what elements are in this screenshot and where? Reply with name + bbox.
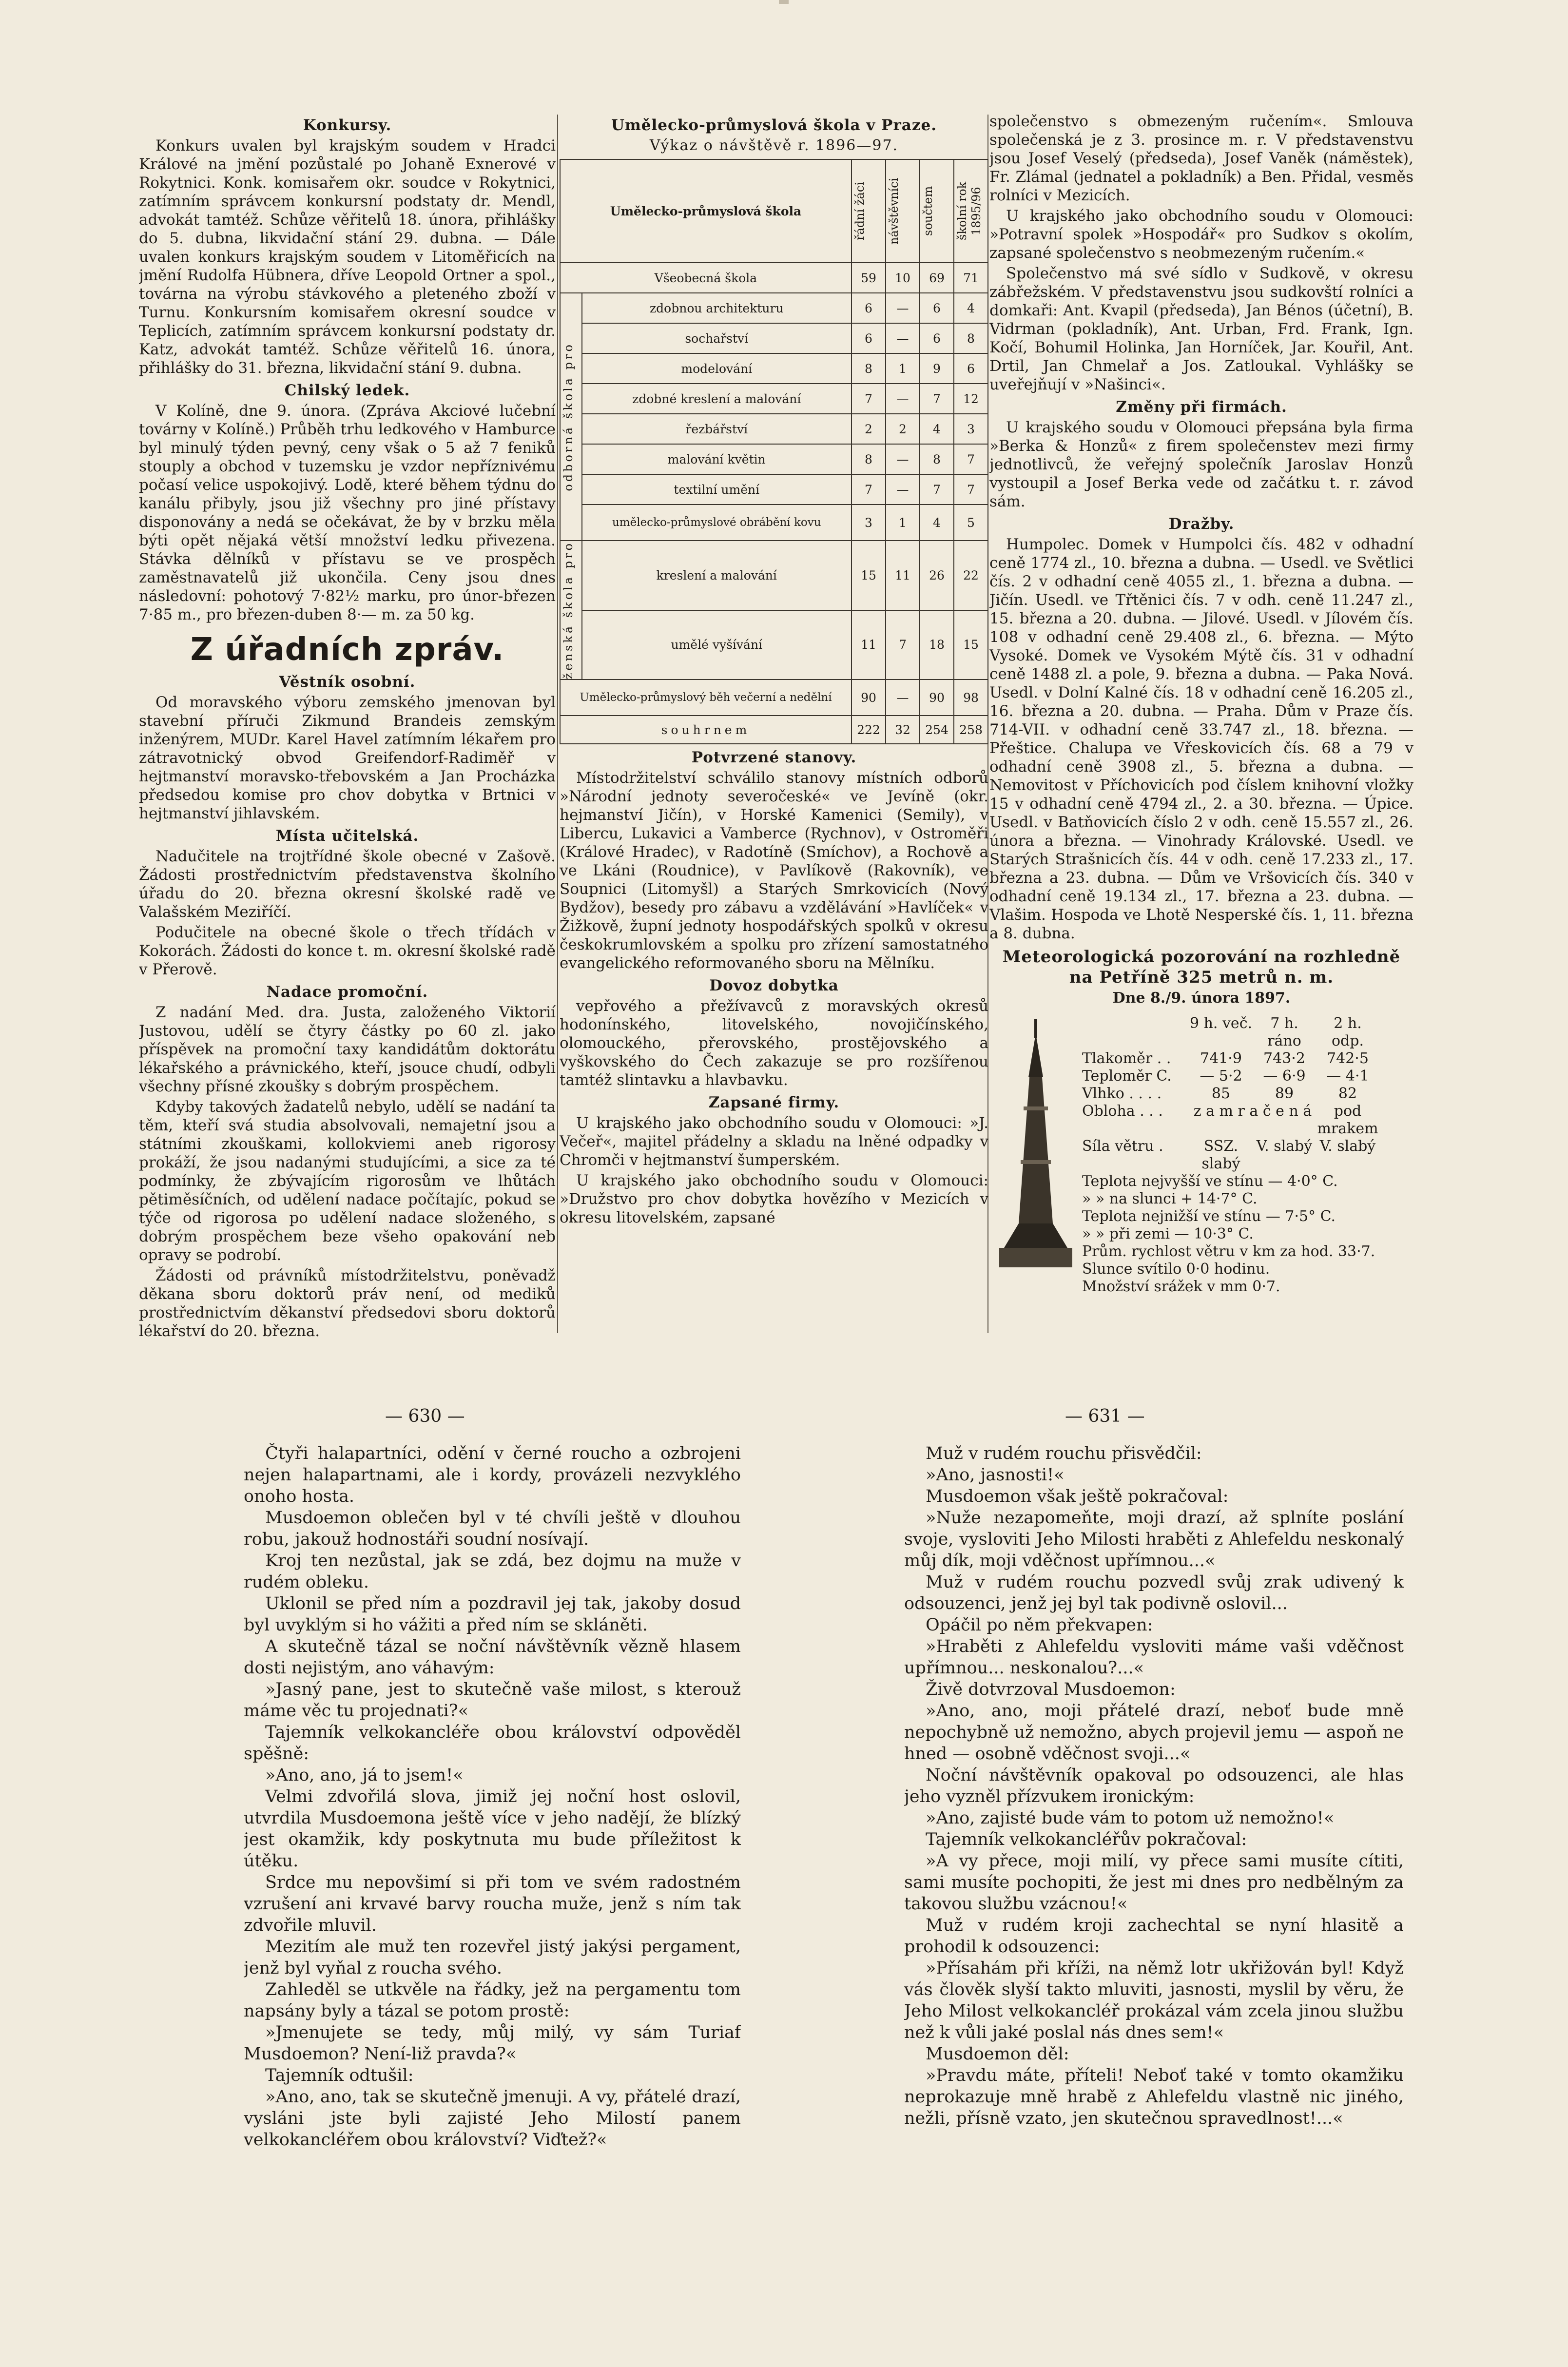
novel-paragraph: »Ano, ano, moji přátelé drazí, neboť bude mně nepochybně už nemožno, abych projevil jemu — aspoň ne hned — osobně vděčnost svoji...« <box>904 1701 1404 1764</box>
novel-paragraph: »Pravdu máte, příteli! Neboť také v tomto okamžiku neprokazuje mně hrabě z Ahlefeldu vlastně nic jiného, nežli, přísně vzato, jen skutečnou spravedlnost!...« <box>904 2066 1404 2128</box>
meteo-row-label: Síla větru . <box>1082 1138 1163 1155</box>
row-label: textilní umění <box>582 474 852 504</box>
stanovy-text: Místodržitelství schválilo stanovy místních odborů »Národní jednoty severočeské« ve Jevíně (okr. hejmanství Jičín), v Horské Kamenici (Semily), v Libercu, Lukavici a Vamberce (Rychnov), v Ostroměři (Králové Hradec), v Radotíně (Smíchov), a Rochově a ve Lkáni (Roudnice), v Pavlíkově (Rakovník), ve Soupnici (Litomyšl) a Starých Smrkovicích (Nový Bydžov), besedy pro zábavu a vzdělávání »Havlíček« v Žižkově, župní jednoty hospodářských spolků v okresu českokrumlovském a spolku pro zřízení samostatného evangelického reformovaného sboru na Mělníku. <box>560 769 988 972</box>
table-cell: 4 <box>920 504 954 541</box>
meteo-cell: pod mrakem <box>1317 1103 1378 1137</box>
table-cell: 69 <box>920 263 954 293</box>
meteo-cell: z a m r a č e n á <box>1193 1103 1312 1120</box>
page-number-right: — 631 — <box>1065 1406 1145 1426</box>
table-row <box>560 323 988 353</box>
group-label-odborna: odborná škola pro <box>560 293 582 541</box>
table-cell: 1 <box>886 504 920 541</box>
meteo-cell: 743·2 <box>1263 1050 1305 1067</box>
table-header-col: návštěvníci <box>886 159 920 263</box>
table-cell: 32 <box>886 716 920 744</box>
mista-text-1: Nadučitele na trojtřídné škole obecné v Zašově. Žádosti prostřednictvím představenstva školního úřadu do 20. března okresní školské radě ve Valašském Meziříčí. <box>139 848 556 921</box>
drazby-text: Humpolec. Domek v Humpolci čís. 482 v odhadní ceně 1774 zl., 10. března a dubna. — Usedl. ve Světlici čís. 2 v odhadní ceně 4055 zl., 1. března a dubna. — Jičín. Usedl. ve Třtěnici čís. 7 v odh. ceně 11.247 zl., 15. března a 20. dubna. — Jilové. Usedl. v Jílovém čís. 108 v odhadní ceně 29.408 zl., 6. března. — Mýto Vysoké. Domek ve Vysokém Mýtě čís. 31 v odhadní ceně 1488 zl. a pole, 9. března a dubna. — Paka Nová. Usedl. v Dolní Kalné čís. 18 v odhadní ceně 16.205 zl., 16. března a 20. dubna. — Praha. Dům v Praze čís. 714-VII. v odhadní ceně 33.747 zl., 18. března. — Přeštice. Chalupa ve Vřeskovicích čís. 68 a 79 v odhadní ceně 3908 zl., 5. března a dubna. — Nemovitost v Příchovicích pod číslem knihovní vložky 15 v odhadní ceně 4794 zl., 2. a 30. března. — Úpice. Usedl. v Batňovicích číslo 2 v odh. ceně 15.557 zl., 26. února a března. — Vinohrady Královské. Usedl. ve Starých Strašnicích čís. 44 v odh. ceně 17.233 zl., 17. března a 23. dubna. — Dům ve Vršovicích čís. 340 v odhadní ceně 19.134 zl., 17. března a 23. dubna. — Vlašim. Hospoda ve Lhotě Nesperské čís. 1, 11. března a 8. dubna. <box>989 536 1413 942</box>
novel-paragraph: »Ano, ano, já to jsem!« <box>265 1766 464 1785</box>
row-label: umělecko-průmyslové obrábění kovu <box>582 504 852 541</box>
meteo-row <box>1082 1050 1404 1067</box>
table-cell: 26 <box>920 541 954 610</box>
meteo-row-label: Tlakoměr . . <box>1082 1050 1171 1067</box>
table-cell: 7 <box>954 444 988 474</box>
row-label: Umělecko-průmyslový běh večerní a nedělní <box>560 679 852 716</box>
nadace-text-3: Žádosti od právníků místodržitelstvu, poněvadž děkana sboru doktorů práv není, od mediků prostřednictvím děkanství předsedovi sboru doktorů lékařství do 20. března. <box>139 1267 556 1340</box>
novel-paragraph: Musdoemon však ještě pokračoval: <box>926 1487 1229 1506</box>
meteo-row <box>1082 1067 1404 1085</box>
table-row <box>560 384 988 414</box>
table-cell: 8 <box>852 353 886 384</box>
table-cell: 22 <box>954 541 988 610</box>
novel-paragraph: Muž v rudém rouchu pozvedl svůj zrak udivený k odsouzenci, jenž jej byl tak podivně oslovil... <box>904 1572 1404 1613</box>
firmy-continued: společenstvo s obmezeným ručením«. Smlouva společenská je z 3. prosince m. r. V představenstvu jsou Josef Veselý (předseda), Josef Vaněk (náměstek), Fr. Zlámal (jednatel a pokladník) a Ben. Přidal, vesměs rolníci v Mezicích. <box>989 113 1413 204</box>
table-cell: 7 <box>920 384 954 414</box>
row-label: zdobnou architekturu <box>582 293 852 323</box>
dovoz-heading: Dovoz dobytka <box>709 977 839 995</box>
meteo-cell: 741·9 <box>1200 1050 1242 1067</box>
table-row <box>560 716 988 744</box>
novel-paragraph: A skutečně tázal se noční návštěvník vězně hlasem dosti nejistým, ano váhavým: <box>244 1637 741 1678</box>
novel-paragraph: Muž v rudém kroji zachechtal se nyní hlasitě a prohodil k odsouzenci: <box>904 1916 1404 1957</box>
meteo-line: Slunce svítilo 0·0 hodinu. <box>1082 1261 1270 1278</box>
right-column <box>989 112 1413 1360</box>
meteo-heading: Meteorologická pozorování na rozhledně na Petříně 325 metrů n. m. <box>1002 947 1401 987</box>
table-cell: — <box>886 293 920 323</box>
table-cell: 71 <box>954 263 988 293</box>
firmy-text-1: U krajského jako obchodního soudu v Olomouci: »J. Večeř«, majitel přádelny a skladu na lněné odpadky v Chromči v hejtmanství šumperském. <box>560 1114 988 1169</box>
table-cell: 4 <box>954 293 988 323</box>
table-cell: — <box>886 474 920 504</box>
meteo-row-vitr <box>1082 1138 1404 1173</box>
table-cell: — <box>886 323 920 353</box>
mista-text-2: Podučitele na obecné škole o třech třídách v Kokorách. Žádosti do konce t. m. okresní školské radě v Přerově. <box>139 924 556 978</box>
vestnik-text: Od moravského výboru zemského jmenovan byl stavební příruči Zikmund Brandeis zemským inženýrem, MUDr. Karel Havel zatímním lékařem pro zátravotnický obvod Greifendorf-Radiměř v hejtmanství moravsko-třebovském a Jan Procházka předsedou komise pro chov dobytka v Brtnici v hejtmanství jihlavském. <box>139 694 556 822</box>
firmy-text-4: Společenstvo má své sídlo v Sudkově, v okresu zábřežském. V představenstvu jsou sudkovští rolníci a domkaři: Ant. Kvapil (předseda), Jan Bénos (účetní), B. Vidrman (pokladník), Ant. Urban, Frd. Frank, Ign. Kočí, Bohumil Holinka, Jan Horníček, Jar. Kouřil, Ant. Drtil, Jan Chmelař a Jos. Zatloukal. Vyhlášky se uveřejňují v »Našinci«. <box>989 265 1413 393</box>
novel-paragraph: »A vy přece, moji milí, vy přece sami musíte cítiti, sami musíte pochopiti, že jest mi dnes pro nedbělným za takovou službu vzácnou!« <box>904 1851 1404 1914</box>
novel-paragraph: Tajemník odtušil: <box>265 2066 414 2085</box>
table-cell: 18 <box>920 610 954 680</box>
meteo-head-col: 2 h. odp. <box>1331 1015 1364 1049</box>
novel-paragraph: Opáčil po něm překvapen: <box>926 1615 1153 1635</box>
meteo-row-label: Obloha . . . <box>1082 1103 1163 1120</box>
meteo-line: Teplota nejnižší ve stínu — 7·5° C. <box>1082 1208 1336 1225</box>
row-label: zdobné kreslení a malování <box>582 384 852 414</box>
table-row <box>560 679 988 716</box>
skola-heading: Umělecko-průmyslová škola v Praze. <box>611 116 937 134</box>
table-cell: 15 <box>954 610 988 680</box>
novel-paragraph: Musdoemon oblečen byl v té chvíli ještě v dlouhou robu, jakouž hodnostáři soudní nosívají. <box>244 1508 741 1549</box>
firmy-text-2: U krajského jako obchodního soudu v Olomouci: »Družstvo pro chov dobytka hovězího v Mezicích v okresu litovelském, zapsané <box>560 1172 988 1227</box>
official-news-heading: Z úřadních zpráv. <box>190 632 504 668</box>
novel-paragraph: Noční návštěvník opakoval po odsouzenci, ale hlas jeho vyzněl přízvukem ironickým: <box>904 1766 1404 1806</box>
table-cell: 6 <box>852 293 886 323</box>
table-cell: 10 <box>886 263 920 293</box>
table-header-row <box>560 159 988 263</box>
meteo-line: Množství srážek v mm 0·7. <box>1082 1278 1280 1295</box>
firmy-heading: Zapsané firmy. <box>708 1094 840 1112</box>
table-cell: 6 <box>852 323 886 353</box>
table-cell: 2 <box>852 414 886 444</box>
novel-paragraph: »Hraběti z Ahlefeldu vysloviti máme vaši vděčnost upřímnou... neskonalou?...« <box>904 1637 1404 1678</box>
table-header-school: Umělecko-průmyslová škola <box>560 159 852 263</box>
row-label: řezbářství <box>582 414 852 444</box>
drazby-heading: Dražby. <box>1168 515 1235 533</box>
nadace-heading: Nadace promoční. <box>266 983 428 1001</box>
table-cell: — <box>886 444 920 474</box>
meteo-cell: 85 <box>1211 1085 1231 1102</box>
novel-paragraph: Čtyři halapartníci, odění v černé roucho a ozbrojeni nejen halapartnami, ale i kordy, provázeli nezvyklého onoho hosta. <box>244 1444 741 1506</box>
novel-paragraph: Kroj ten nezůstal, jak se zdá, bez dojmu na muže v rudém obleku. <box>244 1551 741 1592</box>
table-cell: 7 <box>852 474 886 504</box>
middle-column <box>560 112 988 1365</box>
table-cell: 254 <box>920 716 954 744</box>
table-cell: 5 <box>954 504 988 541</box>
table-cell: 1 <box>886 353 920 384</box>
nadace-text-2: Kdyby takových žadatelů nebylo, udělí se nadání ta těm, kteří svá studia absolvovali, nemajetní jsou a státními zkouškami, kollokviemi aneb rigorosy prokáží, že jsou nadanými studujícími, a sice za té podmínky, že zbývajícím rigorosům ve lhůtách pětiměsíčních, od udělení nadace počítajíc, pokud se týče od rigorosa po udělení nadace složeného, s dobrým prospěchem beze všeho opakování neb opravy se podrobí. <box>139 1098 556 1264</box>
novel-paragraph: Zahleděl se utkvěle na řádky, jež na pergamentu tom napsány byly a tázal se potom prostě: <box>244 1980 741 2021</box>
meteo-line: Teplota nejvyšší ve stínu — 4·0° C. <box>1082 1173 1338 1190</box>
meteo-data <box>1082 1015 1404 1296</box>
novel-paragraph: Tajemník velkokancléře obou království odpověděl spěšně: <box>244 1723 741 1764</box>
meteo-row-obloha <box>1082 1103 1404 1138</box>
table-cell: 7 <box>886 610 920 680</box>
ledek-heading: Chilský ledek. <box>284 382 410 399</box>
meteo-row <box>1082 1085 1404 1103</box>
meteo-cell: 742·5 <box>1327 1050 1369 1067</box>
row-label: malování květin <box>582 444 852 474</box>
meteo-cell: V. slabý <box>1319 1138 1376 1155</box>
meteo-cell: SSZ. slabý <box>1201 1138 1240 1172</box>
meteo-row-label: Teploměr C. <box>1082 1067 1172 1085</box>
table-cell: 258 <box>954 716 988 744</box>
meteo-cell: 82 <box>1338 1085 1357 1102</box>
novel-paragraph: Mezitím ale muž ten rozevřel jistý jakýsi pergament, jenž byl vyňal z roucha svého. <box>244 1937 741 1978</box>
meteo-cell: — 4·1 <box>1326 1067 1369 1085</box>
novel-left-column <box>244 1443 741 2345</box>
table-cell: 7 <box>852 384 886 414</box>
table-cell: 90 <box>852 679 886 716</box>
novel-paragraph: Muž v rudém rouchu přisvědčil: <box>926 1444 1202 1463</box>
meteo-head-row <box>1082 1015 1404 1050</box>
mista-heading: Místa učitelská. <box>275 827 419 845</box>
petrin-tower-icon <box>999 1019 1072 1272</box>
table-header-col: školní rok 1895/96 <box>954 159 988 263</box>
table-row <box>560 353 988 384</box>
table-cell: 12 <box>954 384 988 414</box>
table-row <box>560 414 988 444</box>
meteo-cell: — 6·9 <box>1263 1067 1306 1085</box>
novel-paragraph: »Ano, ano, tak se skutečně jmenuji. A vy, přátelé drazí, vysláni jste byli zajisté Jeho Milostí panem velkokancléřem obou království? Viďtež?« <box>244 2087 741 2150</box>
row-label: modelování <box>582 353 852 384</box>
row-label: sochařství <box>582 323 852 353</box>
table-cell: 6 <box>920 323 954 353</box>
table-header-col: součtem <box>920 159 954 263</box>
table-header-col: řádní žáci <box>852 159 886 263</box>
table-cell: 222 <box>852 716 886 744</box>
stanovy-heading: Potvrzené stanovy. <box>691 749 857 767</box>
table-cell: 9 <box>920 353 954 384</box>
meteo-cell: — 5·2 <box>1200 1067 1242 1085</box>
table-cell: 11 <box>886 541 920 610</box>
table-cell: 8 <box>954 323 988 353</box>
novel-paragraph: »Přísahám při kříži, na němž lotr ukřižován byl! Když vás člověk slyší takto mluviti, jasnosti, myslil by věru, že Jeho Milost velkokancléř prokázal vám zcela jinou službu než k vůli jaké poslal nás dnes sem!« <box>904 1959 1404 2042</box>
meteo-line: » » při zemi — 10·3° C. <box>1082 1225 1254 1242</box>
table-cell: 59 <box>852 263 886 293</box>
meteo-cell: V. slabý <box>1256 1138 1313 1155</box>
novel-paragraph: Živě dotvrzoval Musdoemon: <box>926 1680 1176 1699</box>
column-rule <box>557 115 558 1333</box>
table-cell: 7 <box>920 474 954 504</box>
meteo-block <box>989 989 1413 1331</box>
table-cell: 98 <box>954 679 988 716</box>
novel-paragraph: »Jmenujete se tedy, můj milý, vy sám Turiaf Musdoemon? Není-liž pravda?« <box>244 2023 741 2064</box>
meteo-line: » » na slunci + 14·7° C. <box>1082 1190 1258 1207</box>
table-cell: 2 <box>886 414 920 444</box>
row-label: souhrnem <box>560 716 852 744</box>
novel-right-column <box>904 1443 1404 2345</box>
konkursy-text: Konkurs uvalen byl krajským soudem v Hradci Králové na jmění pozůstalé po Johaně Exnerové v Rokytnici. Konk. komisařem okr. soudce v Rokytnici, zatímním správcem konkursní podstaty dr. Mendl, advokát tamtéž. Schůze věřitelů 18. února, přihlášky do 5. dubna, likvidační stání 29. dubna. — Dále uvalen konkurs krajským soudem v Litoměřicích na jmění Rudolfa Hübnera, dříve Leopold Ortner a spol., továrna na výrobu stávkového a pleteného zboží v Turnu. Konkursním komisařem okresní soudce v Teplicích, zatímním správcem konkursní podstaty dr. Katz, advokát tamtéž. Schůze věřitelů 16. února, přihlášky do 31. března, likvidační stání 9. dubna. <box>139 137 556 377</box>
meteo-head-col: 9 h. več. <box>1189 1015 1253 1032</box>
novel-paragraph: Tajemník velkokancléřův pokračoval: <box>926 1830 1247 1849</box>
novel-paragraph: »Nuže nezapomeňte, moji drazí, až splníte poslání svoje, vysloviti Jeho Milosti hraběti z Ahlefeldu neskonalý můj dík, moji vděčnost upřímnou...« <box>904 1508 1404 1571</box>
left-column <box>139 112 556 1360</box>
table-cell: 15 <box>852 541 886 610</box>
dovoz-text: vepřového a přežívavců z moravských okresů hodonínského, litovelského, novojičínského, olomouckého, přerovského, prostějovského a vyškovského do Čech zakazuje se pro rozšířenou tamtéž slintavku a hlavbavku. <box>560 997 988 1089</box>
novel-paragraph: »Ano, jasnosti!« <box>926 1465 1065 1485</box>
row-label: Všeobecná škola <box>560 263 852 293</box>
table-cell: 7 <box>954 474 988 504</box>
zmeny-text: U krajského soudu v Olomouci přepsána byla firma »Berka & Honzů« z firem společenstev mezi firmy jednotlivců, že veřejný společník Jaroslav Honzů vystoupil a Josef Berka vede od začátku t. r. závod sám. <box>989 419 1413 510</box>
novel-paragraph: Uklonil se před ním a pozdravil jej tak, jakoby dosud byl uvyklým si ho vážiti a před ním se skláněti. <box>244 1594 741 1635</box>
table-row <box>560 293 988 323</box>
table-row <box>560 541 988 610</box>
page-number-left: — 630 — <box>385 1406 465 1426</box>
novel-paragraph: Srdce mu nepovšimí si při tom ve svém radostném vzrušení ani krvavé barvy roucha muže, jenž s ním tak zdvořile mluvil. <box>244 1873 741 1935</box>
table-row <box>560 504 988 541</box>
novel-paragraph: Musdoemon děl: <box>926 2044 1069 2064</box>
table-cell: 3 <box>954 414 988 444</box>
skola-subtitle: Výkaz o návštěvě r. 1896—97. <box>649 137 899 154</box>
novel-paragraph: »Jasný pane, jest to skutečně vaše milost, s kterouž máme věc tu projednati?« <box>244 1680 741 1721</box>
table-cell: — <box>886 384 920 414</box>
row-label: umělé vyšívání <box>582 610 852 680</box>
table-cell: 8 <box>920 444 954 474</box>
table-cell: 6 <box>920 293 954 323</box>
meteo-cell: 89 <box>1275 1085 1294 1102</box>
nadace-text-1: Z nadání Med. dra. Justa, založeného Viktorií Justovou, udělí se čtyry částky po 60 zl. jako příspěvek na promoční taxy kandidátům doktorátu lékařského a právnického, kteří, jsouce chudí, odbyli všechny přísné zkoušky s dobrým prospěchem. <box>139 1004 556 1095</box>
table-cell: — <box>886 679 920 716</box>
table-cell: 11 <box>852 610 886 680</box>
row-label: kreslení a malování <box>582 541 852 610</box>
top-mark <box>779 0 789 4</box>
table-cell: 90 <box>920 679 954 716</box>
table-row <box>560 474 988 504</box>
zmeny-heading: Změny při firmách. <box>1116 398 1287 416</box>
ledek-text: V Kolíně, dne 9. února. (Zpráva Akciové lučební továrny v Kolíně.) Průběh trhu ledkového v Hamburce byl minulý týden pevný, ceny však o 5 až 7 feniků stouply a obchod v tuzemsku je vzdor nepříznivému počasí velice uspokojivý. Lodě, které během týdnu do kanálu přibyly, jsou již všechny pro jiné přístavy disponovány a nedá se očekávat, že by v brzku měla býti opět nějaká větší množství ledku přivezena. Stávka dělníků v přístavu se ve prospěch zaměstnavatelů již ukončila. Ceny jsou dnes následovní: pohotový 7·82½ marku, pro únor-březen 7·85 m., pro březen-duben 8·— m. za 50 kg. <box>139 402 556 623</box>
table-row <box>560 444 988 474</box>
attendance-table <box>560 159 988 744</box>
novel-paragraph: »Ano, zajisté bude vám to potom už nemožno!« <box>926 1808 1335 1828</box>
group-label-zenska: ženská škola pro <box>560 541 582 679</box>
konkursy-heading: Konkursy. <box>303 116 392 134</box>
table-row <box>560 610 988 680</box>
firmy-text-3: U krajského jako obchodního soudu v Olomouci: »Potravní spolek »Hospodář« pro Sudkov s okolím, zapsané společenstvo s neobmezeným ručením.« <box>989 207 1413 262</box>
table-cell: 6 <box>954 353 988 384</box>
meteo-row-label: Vlhko . . . . <box>1082 1085 1162 1102</box>
table-cell: 3 <box>852 504 886 541</box>
table-row <box>560 263 988 293</box>
table-cell: 8 <box>852 444 886 474</box>
meteo-head-col: 7 h. ráno <box>1267 1015 1301 1049</box>
novel-paragraph: Velmi zdvořilá slova, jimiž jej noční host oslovil, utvrdila Musdoemona ještě více v jeho nadějí, že blízký jest okamžik, kdy poskytnuta mu bude příležitost k útěku. <box>244 1787 741 1871</box>
meteo-date: Dne 8./9. února 1897. <box>1112 989 1291 1007</box>
vestnik-heading: Věstník osobní. <box>279 673 416 691</box>
table-cell: 4 <box>920 414 954 444</box>
meteo-line: Prům. rychlost větru v km za hod. 33·7. <box>1082 1243 1375 1260</box>
